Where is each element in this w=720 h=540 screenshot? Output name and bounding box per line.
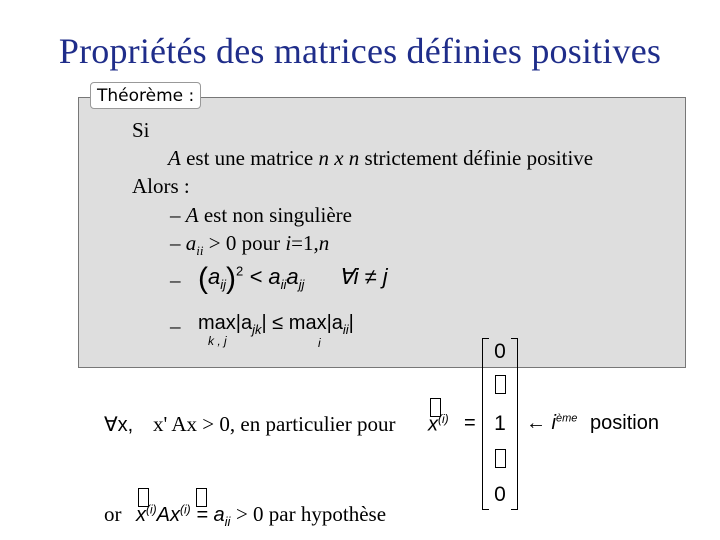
eq1-expr: x' Ax > 0, en particulier pour [153,412,396,436]
eq1-vector-mark [430,398,441,417]
c4-sub2: ii [342,322,349,337]
c3-a2: a [286,264,299,289]
c4-under-kj: k , j [208,334,227,348]
c3-sub-ii: ii [280,277,287,292]
conclusion-3-formula: $(a_{ij})^2 < a_{ii}a_{jj}$ ∀i ≠ j [198,262,388,295]
c2-sub: ii [196,243,204,258]
c1-dash: – [170,203,186,227]
hyp-text-2: strictement définie positive [359,146,594,170]
theorem-alors: Alors : [132,174,190,198]
c3-sub-ij: ij [220,277,227,292]
c2-eq: =1, [291,231,319,255]
c3-a-letter: a [208,264,221,289]
eq1-arrow-i: ← i [526,412,556,434]
c2-a: a [185,231,197,255]
eq1-x-letter: x [428,413,438,436]
conclusion-2 [170,231,329,259]
eq1-eme: ème [556,412,578,425]
c4-le: | ≤ max|a [261,312,343,334]
eq1-position: position [590,412,659,434]
eq2-formula [136,502,386,529]
c3-lt: < a [249,264,281,289]
c3-sup: 2 [236,263,244,279]
eq2-sup1: (i) [146,502,157,517]
c4-bar: | [348,312,354,334]
vector-entry-4 [482,448,518,472]
c2-i: i [285,231,292,255]
c4-max1: max|a [198,312,253,334]
slide-title: Propriétés des matrices définies positives [58,31,662,71]
theorem-hypothesis [168,146,593,171]
eq2-sub: ii [224,514,231,529]
c3-sub-jj: jj [298,277,305,292]
eq1-arrow [526,412,577,435]
theorem-tag: Théorème : [90,82,201,109]
eq2-or: or [104,502,122,526]
c4-sub1: jk [252,322,262,337]
eq1-forall: ∀x, [104,414,134,436]
eq1-equals: = [464,412,476,434]
c2-dash: – [170,231,186,255]
theorem-si: Si [132,118,150,142]
vector-entry-2 [482,374,518,398]
eq2-x: x [136,504,146,526]
c1-matrix-symbol: A [185,203,199,227]
c4-under-i: i [318,336,321,350]
eq2-rest: > 0 par hypothèse [235,502,387,526]
hyp-text-1: est une matrice [180,146,319,170]
c3-close: ) [226,262,237,295]
c2-gt: > 0 pour [203,231,286,255]
hyp-matrix-symbol: A [168,146,181,170]
c1-text: est non singulière [198,203,352,227]
conclusion-1 [170,203,352,228]
c4-dash: – [170,314,181,338]
unit-vector [482,338,518,510]
eq2-eq: = a [196,504,225,526]
c2-n: n [318,231,330,255]
vector-entry-1: 0 [494,340,506,363]
vector-ellipsis-2 [495,449,506,468]
vector-entry-5: 0 [494,483,506,506]
vector-entry-3: 1 [494,412,506,435]
eq2-Ax: Ax [156,504,181,526]
eq2-sup2: (i) [180,502,191,517]
eq1-x-sup: (i) [438,412,449,426]
vector-ellipsis-1 [495,375,506,394]
c3-forall: ∀i ≠ j [338,264,388,289]
hyp-size: n x n [318,146,360,170]
c3-dash: – [170,268,181,292]
